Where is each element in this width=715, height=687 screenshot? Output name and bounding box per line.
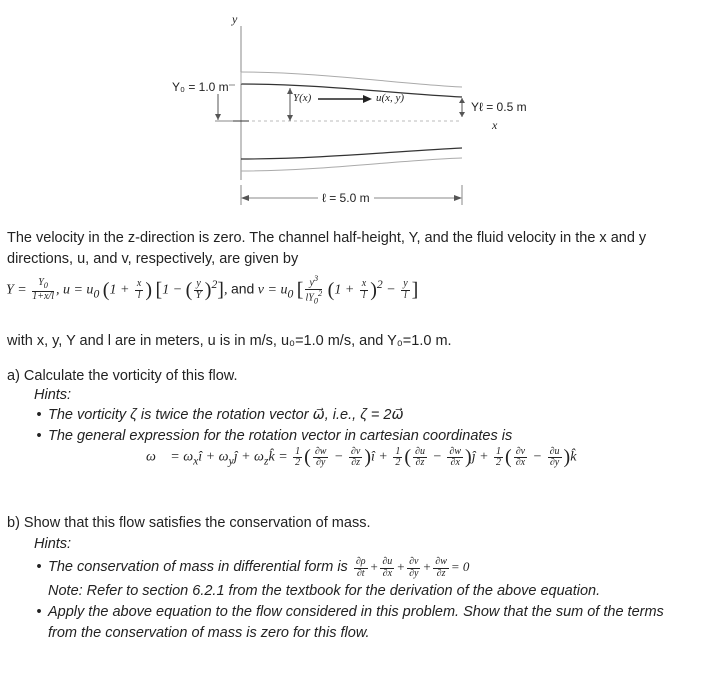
y0-label: Y₀ = 1.0 m [172,80,229,94]
part-b-title: b) Show that this flow satisfies the conservation of mass. [7,515,371,531]
part-b-hints-label: Hints: [34,536,72,552]
part-b-bullet-1-text: The conservation of mass in differential form is [48,559,348,575]
uxy-label: u(x, y) [376,92,405,104]
yl-label: Yℓ = 0.5 m [471,100,527,114]
part-b-bullet-2-line-2: from the conservation of mass is zero for this flow. [48,625,370,641]
length-label: ℓ = 5.0 m [318,191,374,205]
velocity-equations: Y = $\frac{Y_0}{1+x/l}$ , $u = u_0$ (1 + $\frac{x}{l}$ ) [1 − ( $\frac{y}{Y}$ )$^2$], and $v = u_0$ [ $\frac{y^3}{lY_0^2}$ (1 + $\frac{x}{l}$ )$^2$ − $\frac{y}{l}$ ] [6,274,419,306]
yx-label: Y(x) [293,92,312,104]
part-a-bullet-2-text: The general expression for the rotation vector in cartesian coordinates is [48,428,513,444]
lower-wall-inner [241,148,462,159]
part-b-bullet-2: • Apply the above equation to the flow considered in this problem. Show that the sum of the terms [36,604,664,620]
part-b-bullet-2-line-1: Apply the above equation to the flow considered in this problem. Show that the sum of the terms [48,604,664,620]
part-a-bullet-2: • The general expression for the rotation vector in cartesian coordinates is [36,428,513,444]
intro-line-1: The velocity in the z-direction is zero. The channel half-height, Y, and the fluid velocity in the x and y [7,230,647,246]
part-b-note: Note: Refer to section 6.2.1 from the textbook for the derivation of the above equation. [48,583,601,599]
part-a-bullet-1: • The vorticity ζ is twice the rotation vector ω⃗, i.e., ζ = 2ω⃗ [36,407,404,423]
y-axis-label: y [232,12,238,26]
units-line: with x, y, Y and l are in meters, u is in m/s, u₀=1.0 m/s, and Y₀=1.0 m. [7,333,452,349]
channel-figure [0,0,715,215]
continuity-equation: $\frac{\partial\rho}{\partial t}$ + $\frac{\partial u}{\partial x}$ + $\frac{\partial v}{\partial y}$ + $\frac{\partial w}{\partial z}$ = 0 [355,556,470,579]
x-axis-label: x [492,118,498,132]
channel-diagram [0,0,715,215]
part-a-bullet-1-text: The vorticity ζ is twice the rotation vector ω⃗, i.e., ζ = 2ω⃗ [48,407,404,423]
and-word: and [230,280,255,297]
rotation-vector-equation: ω⃗ = $\omega_xî$ + $\omega_yĵ$ + $\omega_zk̂$ = $\frac{1}{2}$ ( $\frac{\partial w}{\partial y}$ − $\frac{\partial v}{\partial z}$ )î + $\frac{1}{2}$ ( $\frac{\partial u}{\partial z}$ − $\frac{\partial w}{\partial x}$ )ĵ + $\frac{1}{2}$ ( $\frac{\partial v}{\partial x}$ − $\frac{\partial u}{\partial y}$ )k̂ [146,445,577,468]
part-b-bullet-1: • The conservation of mass in differential form is $\frac{\partial\rho}{\partial t}$ + $\frac{\partial u}{\partial x}$ + $\frac{\partial v}{\partial y}$ + $\frac{\partial w}{\partial z}$ = 0 [36,556,470,579]
lower-wall-outer [241,158,462,171]
upper-wall-inner [241,84,462,97]
intro-line-2: directions, u, and v, respectively, are given by [7,251,299,267]
part-a-title: a) Calculate the vorticity of this flow. [7,368,238,384]
part-a-hints-label: Hints: [34,387,72,403]
